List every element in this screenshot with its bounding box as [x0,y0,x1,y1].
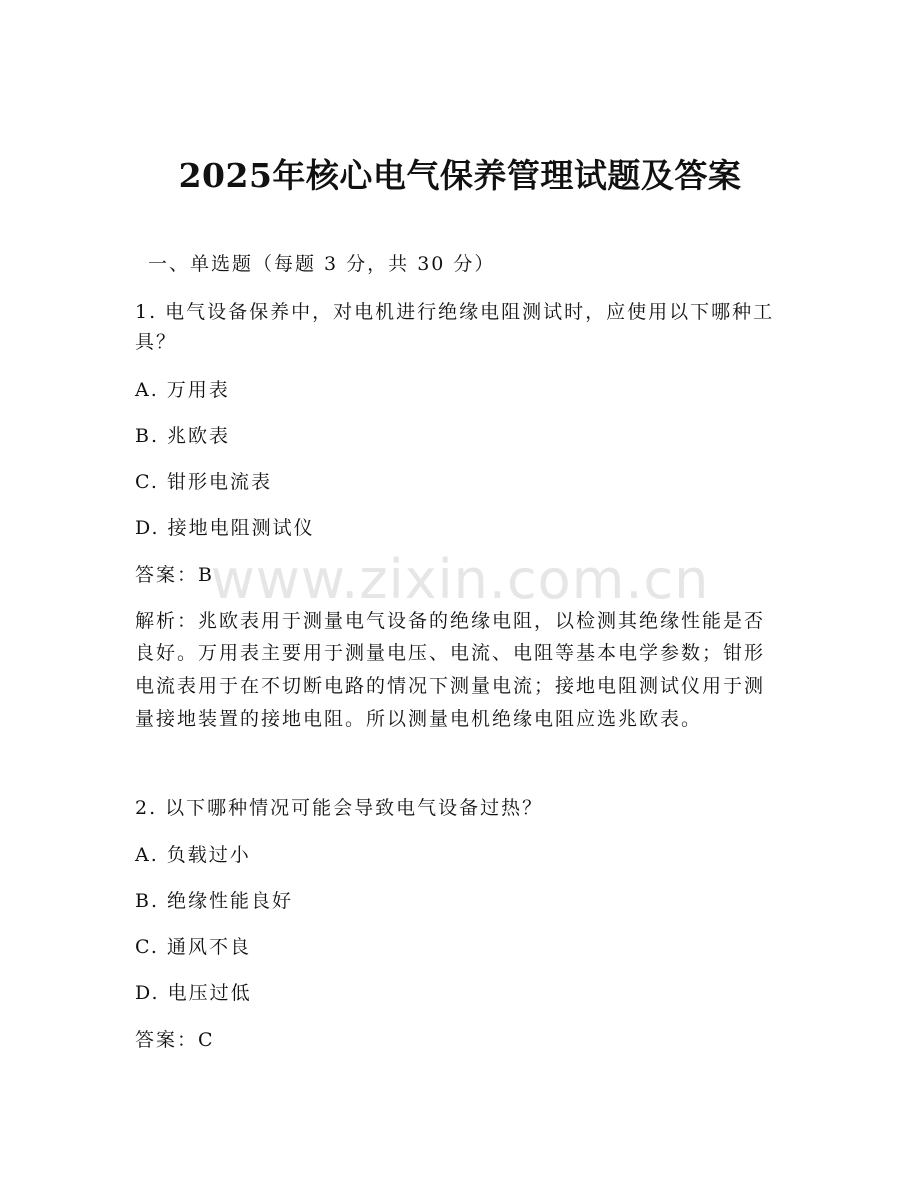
question-1-option-a: A. 万用表 [135,379,230,401]
question-1-analysis-line: 电流表用于在不切断电路的情况下测量电流；接地电阻测试仪用于测 [135,675,766,697]
question-2-answer: 答案：C [135,1029,215,1051]
question-2-option-a: A. 负载过小 [135,844,251,866]
question-1-analysis-line: 量接地装置的接地电阻。所以测量电机绝缘电阻应选兆欧表。 [135,708,703,730]
question-1-analysis-line: 良好。万用表主要用于测量电压、电流、电阻等基本电学参数；钳形 [135,642,766,664]
question-1-answer: 答案：B [135,564,214,586]
question-1-stem-continued: 具？ [135,331,178,353]
question-1-option-d: D. 接地电阻测试仪 [135,517,315,539]
question-1-stem: 1. 电气设备保养中，对电机进行绝缘电阻测试时，应使用以下哪种工 [135,301,775,323]
question-2-stem: 2. 以下哪种情况可能会导致电气设备过热？ [135,797,544,819]
question-1-analysis-line: 解析：兆欧表用于测量电气设备的绝缘电阻，以检测其绝缘性能是否 [135,610,766,632]
document-title: 2025年核心电气保养管理试题及答案 [178,156,742,195]
question-1-option-b: B. 兆欧表 [135,425,231,447]
section-heading: 一、单选题（每题 3 分，共 30 分） [148,253,496,275]
watermark: www.zixin.com.cn [210,548,710,611]
question-2-option-d: D. 电压过低 [135,982,252,1004]
question-2-option-b: B. 绝缘性能良好 [135,890,294,912]
question-1-option-c: C. 钳形电流表 [135,471,272,493]
question-2-option-c: C. 通风不良 [135,936,251,958]
